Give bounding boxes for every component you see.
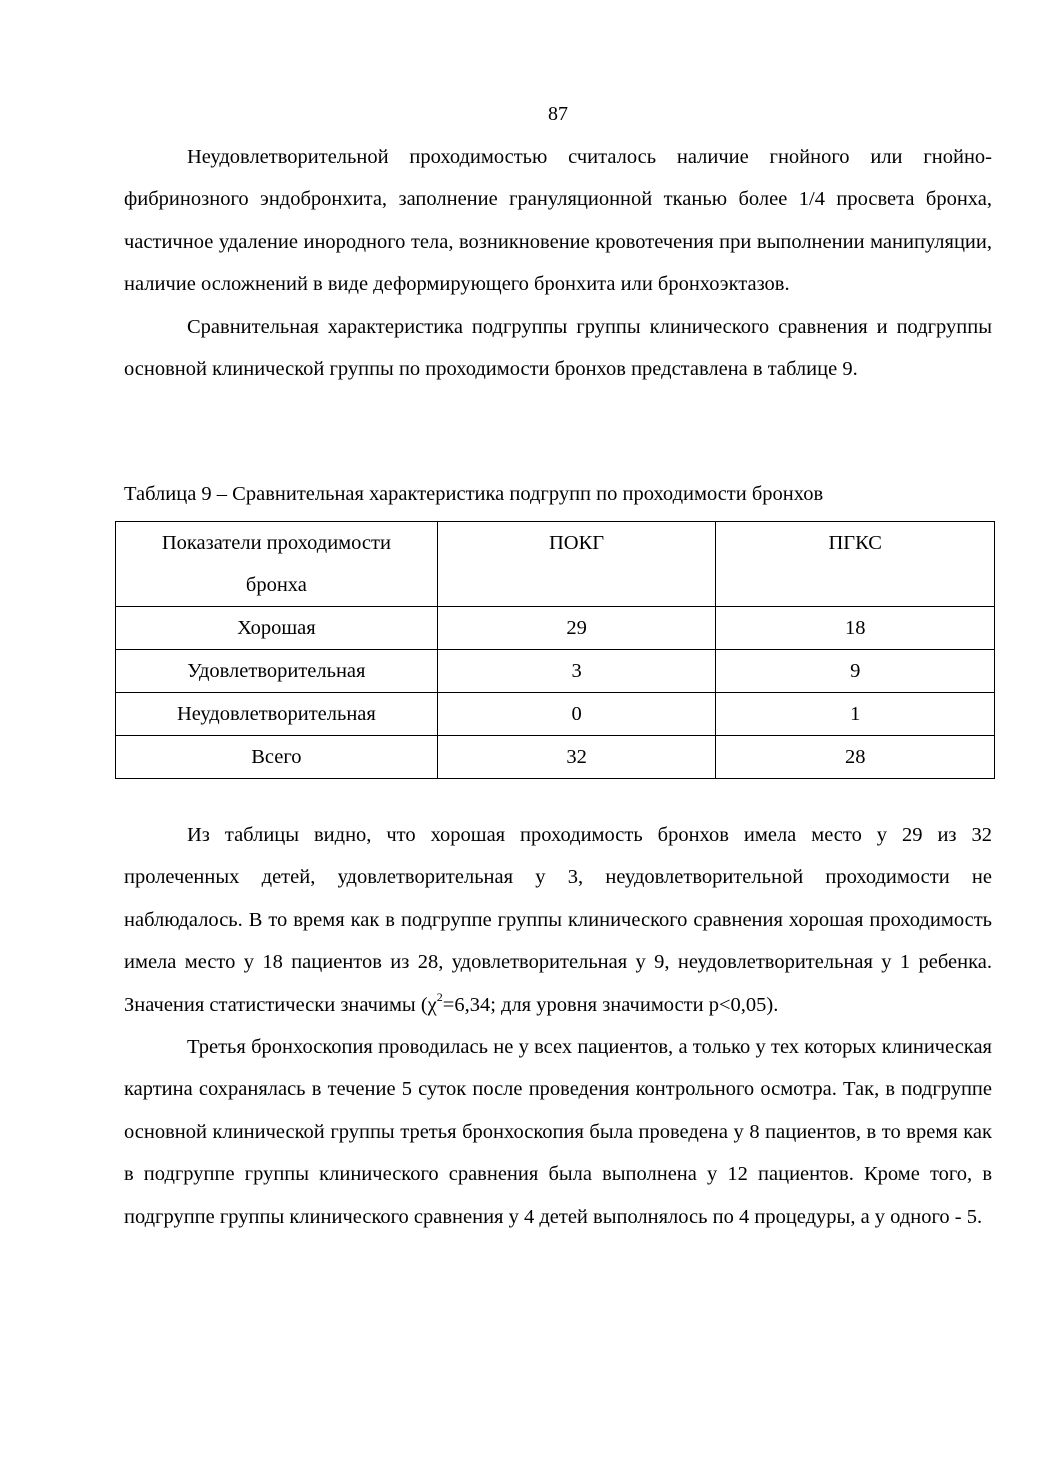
- row-label: Неудовлетворительная: [116, 693, 438, 736]
- cell-pgks: 18: [716, 607, 995, 650]
- table-row: [116, 607, 995, 650]
- cell-pokg: 29: [437, 607, 716, 650]
- table-row: [116, 693, 995, 736]
- table-caption: Таблица 9 – Сравнительная характеристика подгрупп по проходимости бронхов: [124, 483, 824, 505]
- table-row: [116, 650, 995, 693]
- cell-pokg: 32: [437, 736, 716, 779]
- header-indicator-line2: бронха: [245, 574, 307, 596]
- cell-pgks: 1: [716, 693, 995, 736]
- paragraph-definition: Неудовлетворительной проходимостью считалось наличие гнойного или гнойно-фибринозного эндобронхита, заполнение грануляционной тканью более 1/4 просвета бронха, частичное удаление инородного тела, возникновение кровотечения при выполнении манипуляции, наличие осложнений в виде деформирующего бронхита или бронхоэктазов.: [124, 146, 992, 296]
- cell-pokg: 3: [437, 650, 716, 693]
- cell-pokg: 0: [437, 693, 716, 736]
- text-block-top: [124, 136, 992, 390]
- table-header-row: [116, 522, 995, 607]
- header-indicator: [116, 522, 438, 607]
- paragraph-table-reference: Сравнительная характеристика подгруппы группы клинического сравнения и подгруппы основной клинической группы по проходимости бронхов представлена в таблице 9.: [124, 315, 992, 381]
- row-label: Всего: [116, 736, 438, 779]
- text-block-bottom: [124, 814, 992, 1238]
- header-indicator-line1: Показатели проходимости: [161, 532, 391, 554]
- cell-pgks: 9: [716, 650, 995, 693]
- row-label: Хорошая: [116, 607, 438, 650]
- page-number: 87: [548, 103, 568, 125]
- header-pokg: ПОКГ: [437, 522, 716, 607]
- chi-square-superscript: 2: [436, 989, 443, 1004]
- row-label: Удовлетворительная: [116, 650, 438, 693]
- bronchial-patency-table: [115, 521, 995, 779]
- paragraph-table-analysis: [124, 814, 992, 1026]
- paragraph-table-analysis-tail: =6,34; для уровня значимости p<0,05).: [442, 993, 779, 1016]
- cell-pgks: 28: [716, 736, 995, 779]
- paragraph-third-bronchoscopy: Третья бронхоскопия проводилась не у всех пациентов, а только у тех которых клиническая картина сохранялась в течение 5 суток после проведения контрольного осмотра. Так, в подгруппе основной клинической группы третья бронхоскопия была проведена у 8 пациентов, в то время как в подгруппе группы клинического сравнения была выполнена у 12 пациентов. Кроме того, в подгруппе группы клинического сравнения у 4 детей выполнялось по 4 процедуры, а у одного - 5.: [124, 1036, 992, 1228]
- table-row: [116, 736, 995, 779]
- header-pgks: ПГКС: [716, 522, 995, 607]
- paragraph-table-analysis-text: Из таблицы видно, что хорошая проходимость бронхов имела место у 29 из 32 пролеченных детей, удовлетворительная у 3, неудовлетворительной проходимости не наблюдалось. В то время как в подгруппе группы клинического сравнения хорошая проходимость имела место у 18 пациентов из 28, удовлетворительная у 9, неудовлетворительная у 1 ребенка. Значения статистически значимы (χ: [124, 824, 992, 1016]
